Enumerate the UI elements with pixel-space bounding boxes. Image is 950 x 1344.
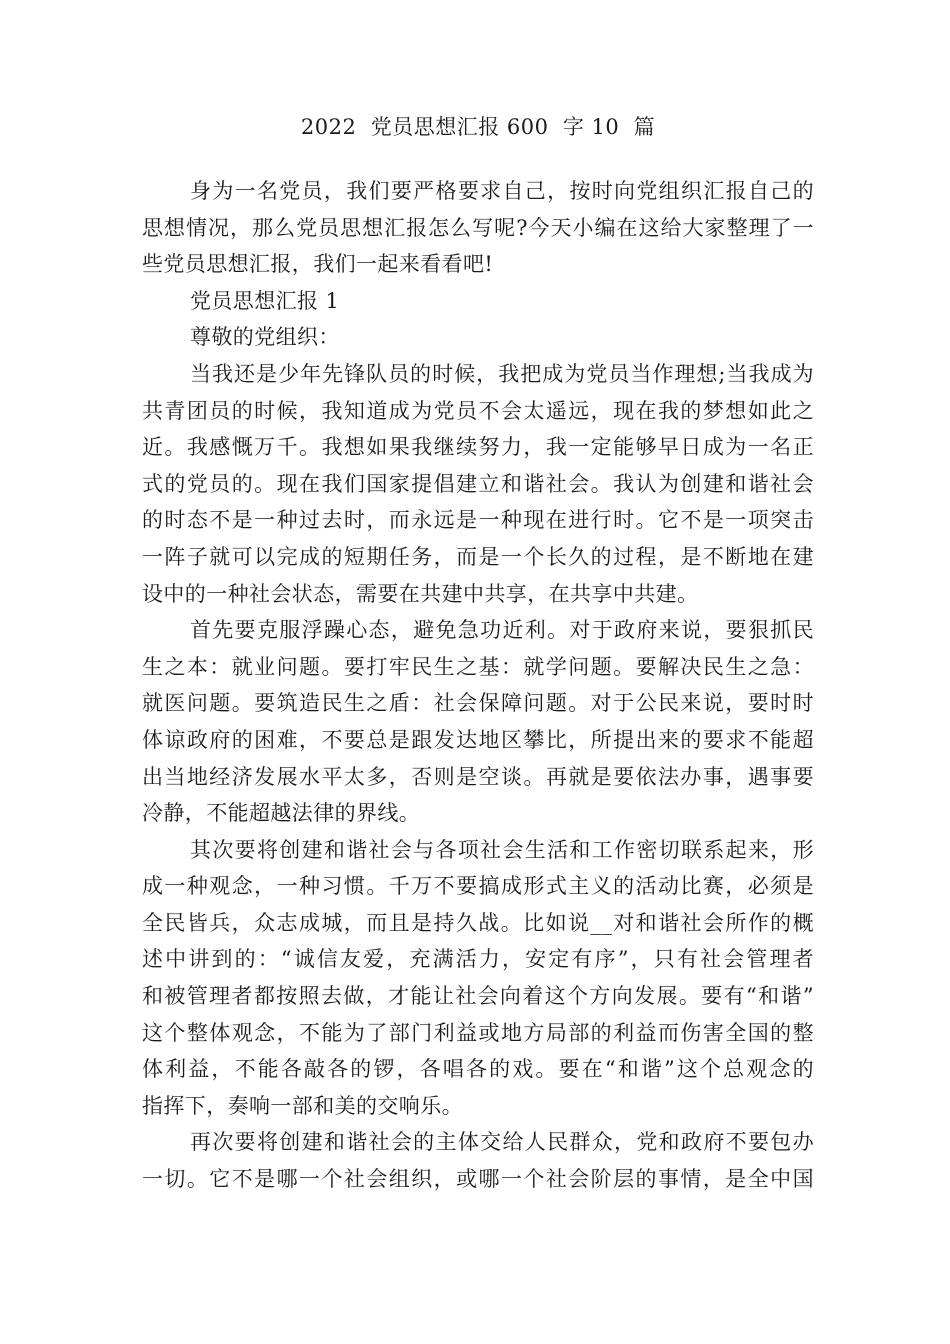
text-line: 其次要将创建和谐社会与各项社会生活和工作密切联系起来，形 bbox=[190, 837, 814, 862]
text-line: 一切。它不是哪一个社会组织，或哪一个社会阶层的事情，是全中国 bbox=[142, 1167, 814, 1192]
text-line: 生之本：就业问题。要打牢民生之基：就学问题。要解决民生之急： bbox=[142, 654, 814, 679]
text-line: 的时态不是一种过去时，而永远是一种现在进行时。它不是一项突击 bbox=[142, 508, 814, 533]
text-line: 再次要将创建和谐社会的主体交给人民群众，党和政府不要包办 bbox=[190, 1130, 814, 1155]
text-line: 体利益，不能各敲各的锣，各唱各的戏。要在“和谐”这个总观念的 bbox=[142, 1057, 814, 1082]
text-line: 全民皆兵，众志成城，而且是持久战。比如说__对和谐社会所作的概 bbox=[142, 910, 814, 935]
text-line: 一阵子就可以完成的短期任务，而是一个长久的过程，是不断地在建 bbox=[142, 544, 814, 569]
text-line: 党员思想汇报 1 bbox=[190, 288, 340, 313]
text-line: 出当地经济发展水平太多，否则是空谈。再就是要依法办事，遇事要 bbox=[142, 764, 814, 789]
text-line: 式的党员的。现在我们国家提倡建立和谐社会。我认为创建和谐社会 bbox=[142, 471, 814, 496]
text-line: 身为一名党员，我们要严格要求自己，按时向党组织汇报自己的 bbox=[190, 179, 814, 203]
text-line: 体谅政府的困难，不要总是跟发达地区攀比，所提出来的要求不能超 bbox=[142, 727, 814, 752]
document-title: 2022 党员思想汇报 600 字 10 篇 bbox=[300, 115, 656, 139]
text-line: 和被管理者都按照去做，才能让社会向着这个方向发展。要有“和谐” bbox=[142, 984, 814, 1009]
text-line: 思想情况，那么党员思想汇报怎么写呢?今天小编在这给大家整理了一 bbox=[142, 215, 814, 240]
text-line: 述中讲到的：“诚信友爱，充满活力，安定有序”，只有社会管理者 bbox=[142, 947, 814, 972]
text-line: 些党员思想汇报，我们一起来看看吧! bbox=[142, 252, 494, 277]
text-line: 就医问题。要筑造民生之盾：社会保障问题。对于公民来说，要时时 bbox=[142, 691, 814, 716]
text-line: 当我还是少年先锋队员的时候，我把成为党员当作理想;当我成为 bbox=[190, 361, 814, 386]
text-line: 指挥下，奏响一部和美的交响乐。 bbox=[142, 1093, 463, 1118]
text-line: 成一种观念，一种习惯。千万不要搞成形式主义的活动比赛，必须是 bbox=[142, 874, 814, 899]
text-line: 首先要克服浮躁心态，避免急功近利。对于政府来说，要狠抓民 bbox=[190, 618, 814, 643]
document-body bbox=[142, 173, 814, 1198]
text-line: 近。我感慨万千。我想如果我继续努力，我一定能够早日成为一名正 bbox=[142, 435, 814, 460]
text-line: 共青团员的时候，我知道成为党员不会太遥远，现在我的梦想如此之 bbox=[142, 398, 814, 423]
text-line: 这个整体观念，不能为了部门利益或地方局部的利益而伤害全国的整 bbox=[142, 1020, 814, 1045]
text-line: 冷静，不能超越法律的界线。 bbox=[142, 801, 421, 826]
text-line: 设中的一种社会状态，需要在共建中共享，在共享中共建。 bbox=[142, 581, 699, 606]
text-line: 尊敬的党组织： bbox=[190, 325, 340, 350]
